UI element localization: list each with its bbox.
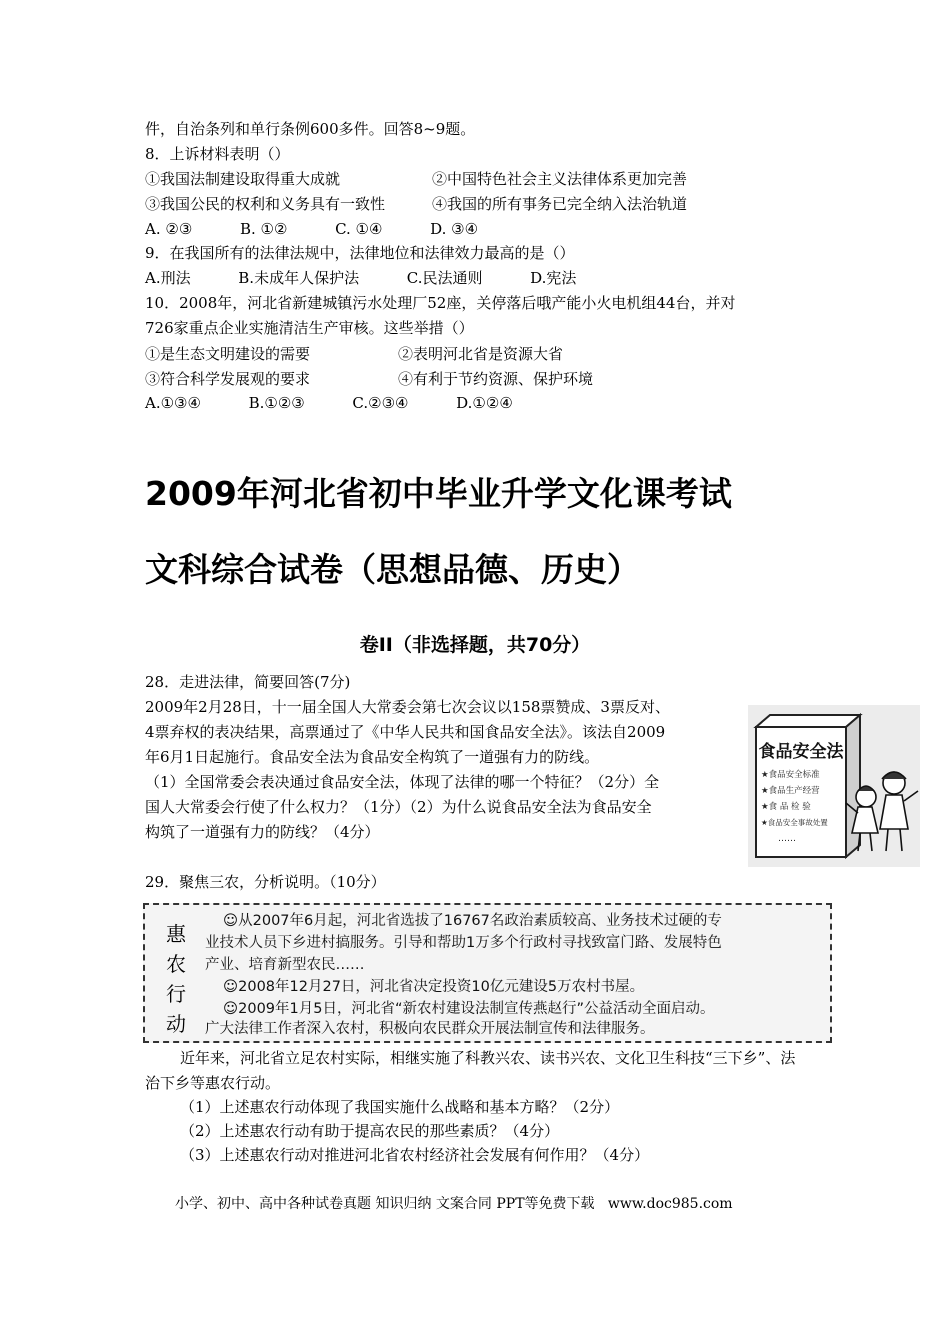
box-line: ☺从2007年6月起，河北省选拔了16767名政治素质较高、业务技术过硬的专 bbox=[223, 913, 722, 929]
book-drawing bbox=[748, 705, 920, 867]
q28-text-line: 构筑了一道强有力的防线？（4分） bbox=[145, 823, 380, 841]
box-line: ☺2008年12月27日，河北省决定投资10亿元建设5万农村书屋。 bbox=[223, 979, 645, 995]
exam-subtitle: 文科综合试卷（思想品德、历史） bbox=[145, 550, 640, 589]
q8-option-2: ②中国特色社会主义法律体系更加完善 bbox=[432, 170, 688, 188]
q28-text-line: （1）全国常委会表决通过食品安全法，体现了法律的哪一个特征？（2分）全 bbox=[145, 773, 660, 791]
question-29: 29．聚焦三农，分析说明。（10分） bbox=[145, 873, 386, 891]
q9-choices: A.刑法 B.未成年人保护法 C.民法通则 D.宪法 bbox=[145, 269, 577, 287]
book-item: ★食品安全标准 bbox=[761, 770, 820, 780]
q28-text-line: 年6月1日起施行。食品安全法为食品安全构筑了一道强有力的防线。 bbox=[145, 748, 600, 766]
q10-option-4: ④有利于节约资源、保护环境 bbox=[398, 370, 594, 388]
box-line: ☺2009年1月5日，河北省“新农村建设法制宣传燕赵行”公益活动全面启动。 bbox=[223, 1001, 715, 1017]
q8-choices: A. ②③ B. ①② C. ①④ D. ③④ bbox=[145, 220, 479, 238]
q10-option-3: ③符合科学发展观的要求 bbox=[145, 370, 311, 388]
q10-option-2: ②表明河北省是资源大省 bbox=[398, 345, 564, 363]
box-line: 业技术人员下乡进村搞服务。引导和帮助1万多个行政村寻找致富门路、发展特色 bbox=[205, 935, 722, 951]
q28-text-line: 4票弃权的表决结果，高票通过了《中华人民共和国食品安全法》。该法自2009 bbox=[145, 723, 666, 741]
question-10-line-1: 10．2008年，河北省新建城镇污水处理厂52座，关停落后哦产能小火电机组44台，并对 bbox=[145, 294, 736, 312]
q29-question-3: （3）上述惠农行动对推进河北省农村经济社会发展有何作用？（4分） bbox=[180, 1146, 650, 1164]
question-10-line-2: 726家重点企业实施清洁生产审核。这些举措（） bbox=[145, 319, 474, 337]
q8-option-4: ④我国的所有事务已完全纳入法治轨道 bbox=[432, 195, 688, 213]
book-item: ★食 品 检 验 bbox=[761, 802, 811, 812]
box-line: 产业、培育新型农民…… bbox=[205, 957, 365, 973]
exam-title: 2009年河北省初中毕业升学文化课考试 bbox=[145, 474, 732, 513]
box-line: 广大法律工作者深入农村，积极向农民群众开展法制宣传和法律服务。 bbox=[205, 1021, 655, 1037]
book-item: ★食品安全事故处置 bbox=[761, 818, 828, 827]
book-item: ★食品生产经营 bbox=[761, 786, 820, 796]
book-item: …… bbox=[778, 834, 796, 844]
section-title: 卷II（非选择题，共70分） bbox=[359, 634, 591, 656]
q28-text-line: 国人大常委会行使了什么权力？（1分）（2）为什么说食品安全法为食品安全 bbox=[145, 798, 652, 816]
q29-question-2: （2）上述惠农行动有助于提高农民的那些素质？（4分） bbox=[180, 1122, 560, 1140]
q8-option-3: ③我国公民的权利和义务具有一致性 bbox=[145, 195, 386, 213]
book-title: 食品安全法 bbox=[758, 742, 844, 762]
question-9: 9．在我国所有的法律法规中，法律地位和法律效力最高的是（） bbox=[145, 244, 575, 262]
question-28: 28．走进法律，简要回答(7分) bbox=[145, 673, 351, 691]
q10-choices: A.①③④ B.①②③ C.②③④ D.①②④ bbox=[145, 394, 513, 412]
question-8: 8．上诉材料表明（） bbox=[145, 145, 290, 163]
q8-option-1: ①我国法制建设取得重大成就 bbox=[145, 170, 341, 188]
q28-text-line: 2009年2月28日，十一届全国人大常委会第七次会议以158票赞成、3票反对、 bbox=[145, 698, 670, 716]
page-footer: 小学、初中、高中各种试卷真题 知识归纳 文案合同 PPT等免费下载 www.doc985.com bbox=[175, 1196, 733, 1212]
q29-paragraph: 近年来，河北省立足农村实际，相继实施了科教兴农、读书兴农、文化卫生科技“三下乡”、法治下乡等惠农行动。 bbox=[145, 1049, 796, 1092]
q29-question-1: （1）上述惠农行动体现了我国实施什么战略和基本方略？（2分） bbox=[180, 1098, 620, 1116]
policy-box bbox=[143, 903, 832, 1043]
intro-line: 件，自治条列和单行条例600多件。回答8~9题。 bbox=[145, 120, 476, 138]
food-safety-law-illustration bbox=[748, 705, 920, 867]
q10-option-1: ①是生态文明建设的需要 bbox=[145, 345, 311, 363]
box-side-label: 惠 农 行 动 bbox=[166, 922, 186, 1036]
